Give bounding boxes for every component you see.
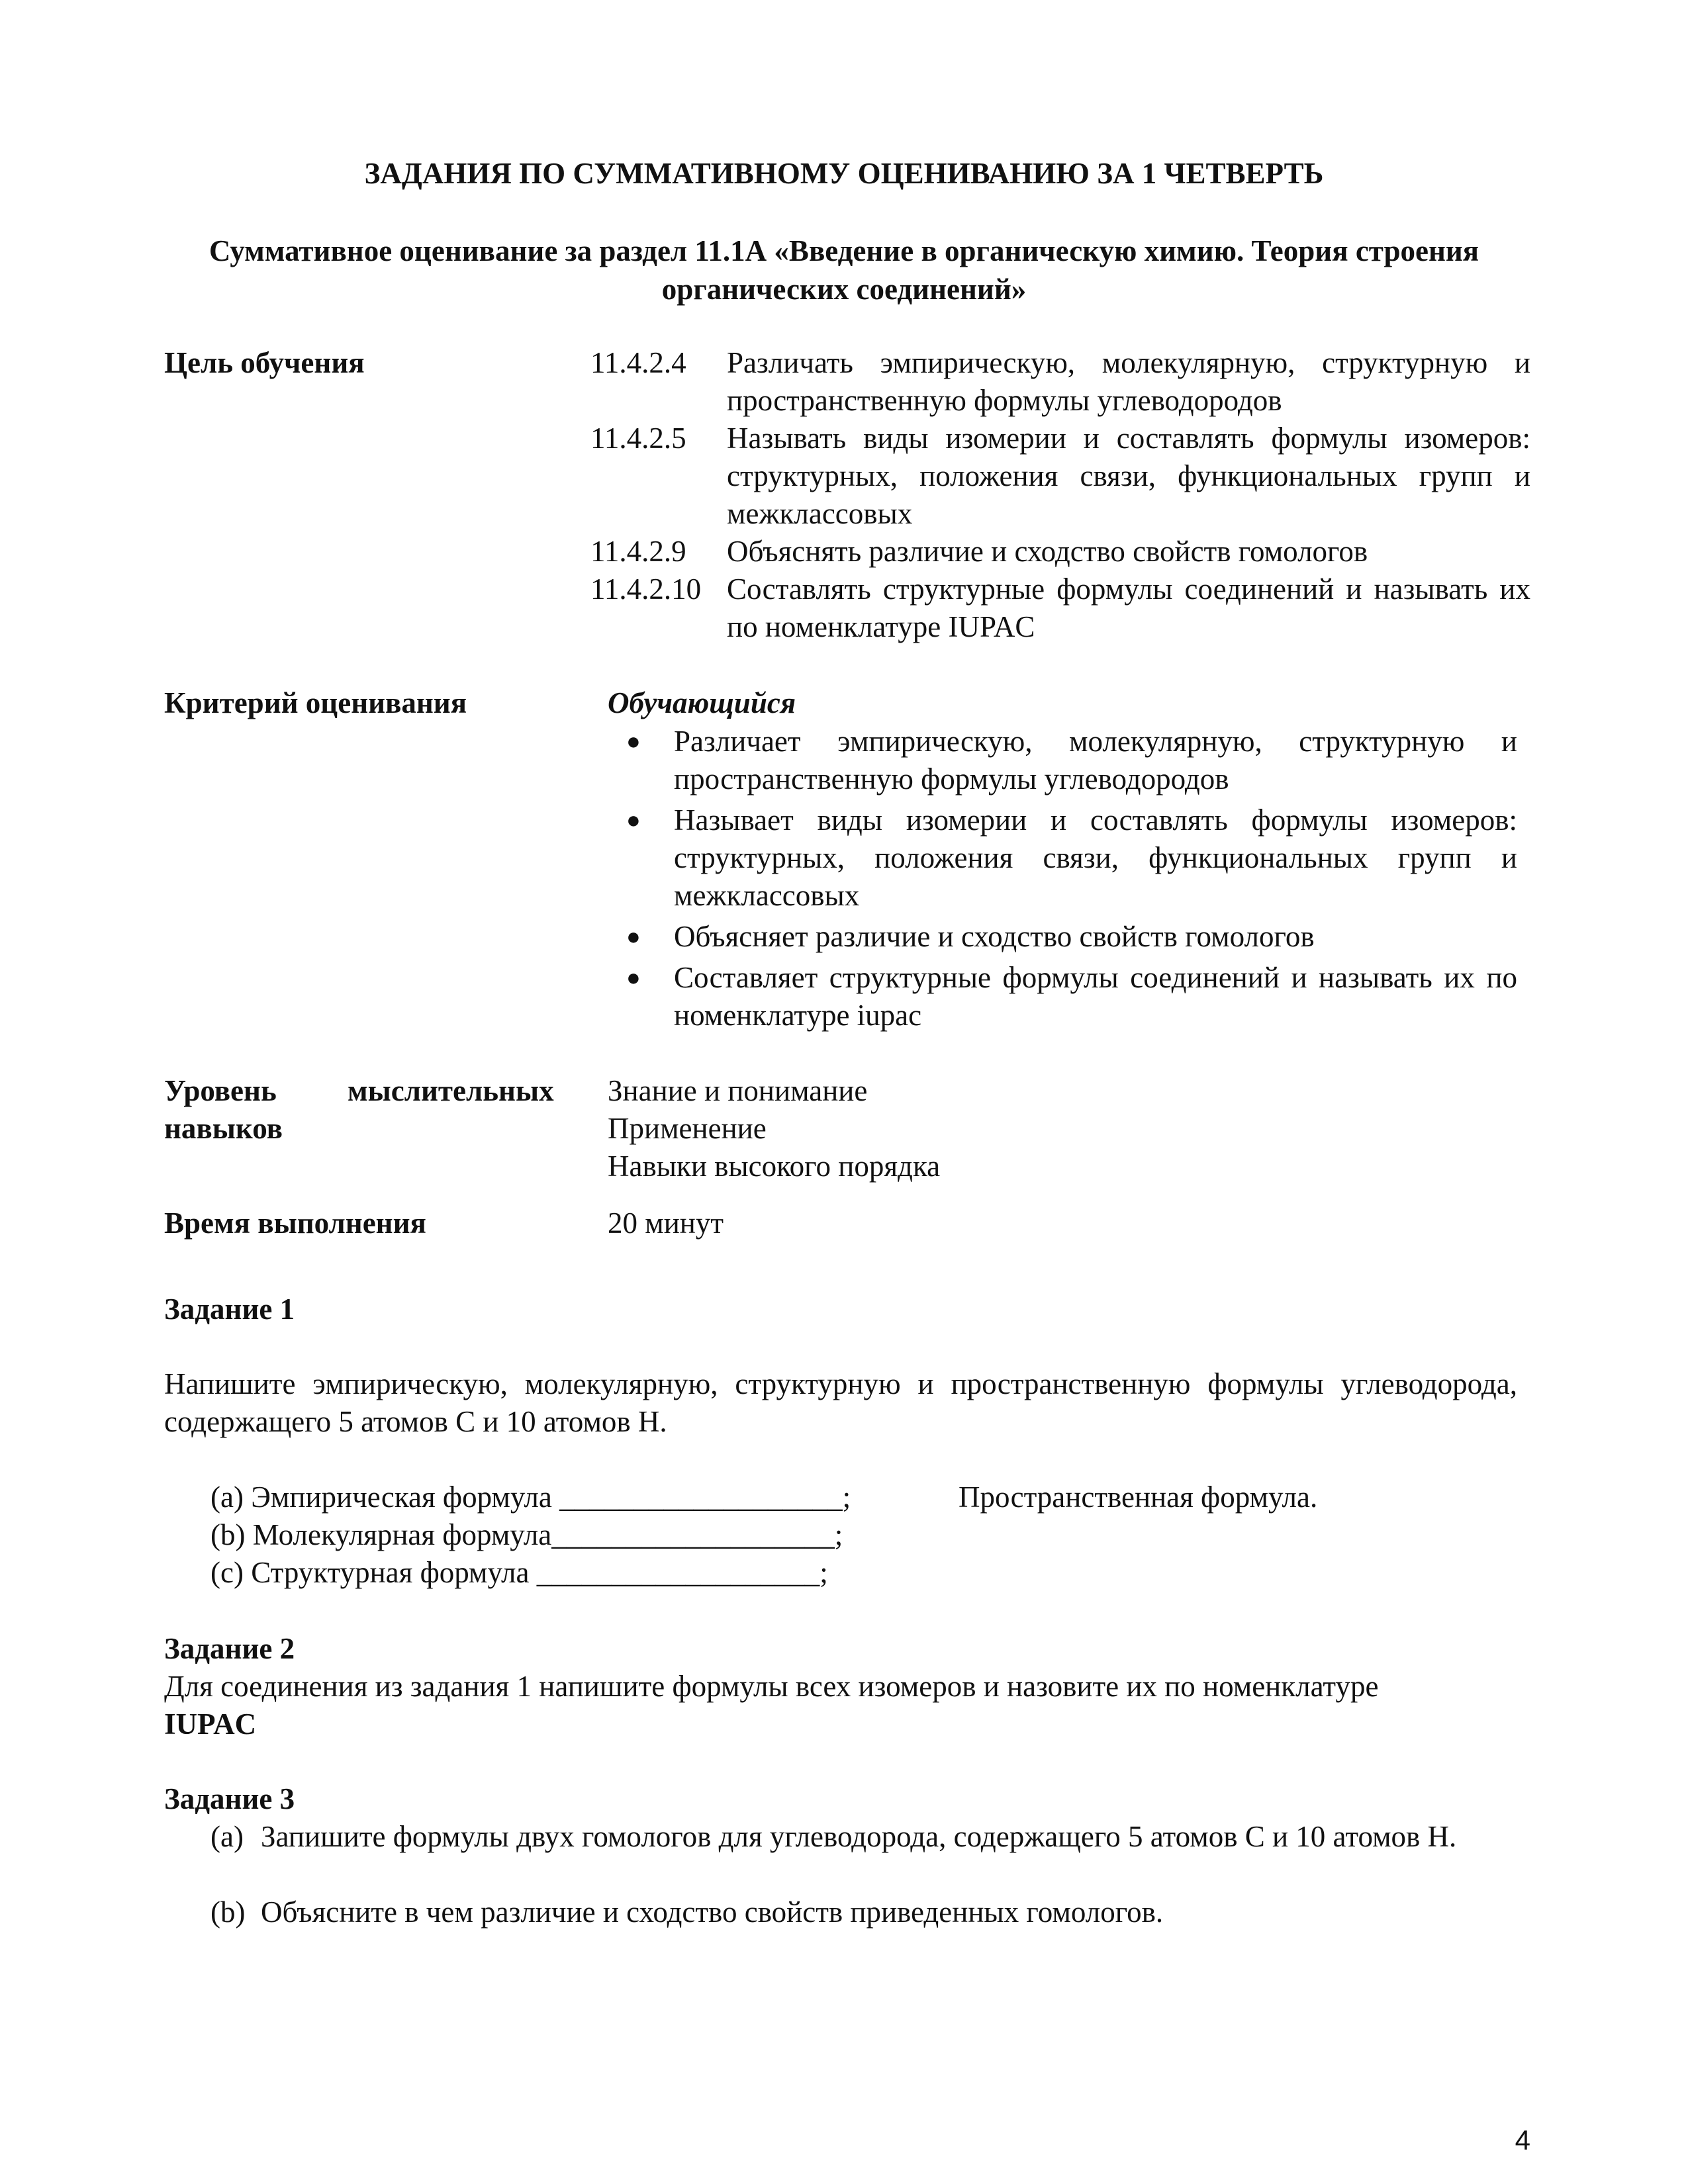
objective-row [590, 570, 1530, 646]
task1-text: Напишите эмпирическую, молекулярную, структурную и пространственную формулы углеводорода, содержащего 5 атомов С и 10 атомов Н. [164, 1367, 1517, 1438]
task1-item: (a) Эмпирическая формула ___________________; [211, 1480, 851, 1514]
skill-item: Применение [608, 1112, 767, 1145]
criteria-label: Критерий оценивания [164, 686, 467, 719]
bullet-icon: ● [626, 807, 641, 833]
objective-text: Составлять структурные формулы соединений и называть их по номенклатуре IUPAC [727, 572, 1530, 643]
objective-text: Называть виды изомерии и составлять формулы изомеров: структурных, положения связи, функциональных групп и межклассовых [727, 422, 1530, 530]
criteria-lead: Обучающийся [608, 686, 796, 719]
task3-item-text: Объясните в чем различие и сходство свойств приведенных гомологов. [261, 1895, 1164, 1929]
criteria-item: ● Составляет структурные формулы соединений и называть их по номенклатуре iupac [616, 959, 1517, 1034]
skill-item: Знание и понимание [608, 1074, 868, 1107]
page-title: ЗАДАНИЯ ПО СУММАТИВНОМУ ОЦЕНИВАНИЮ ЗА 1 ЧЕТВЕРТЬ [364, 157, 1324, 190]
task3-item-text: Запишите формулы двух гомологов для углеводорода, содержащего 5 атомов С и 10 атомов Н. [261, 1820, 1457, 1853]
objective-text: Различать эмпирическую, молекулярную, структурную и пространственную формулы углеводородов [727, 346, 1530, 417]
task1-list [211, 1479, 851, 1592]
skills-label-line2: навыков [164, 1112, 283, 1145]
skills-label-word1: Уровень [164, 1074, 277, 1107]
time-label: Время выполнения [164, 1206, 426, 1240]
bullet-icon: ● [626, 728, 641, 754]
skills-label-word2: мыслительных [348, 1074, 554, 1107]
criteria-item: ● Различает эмпирическую, молекулярную, структурную и пространственную формулы углеводородов [616, 723, 1517, 798]
bullet-icon: ● [626, 923, 641, 950]
skill-item: Навыки высокого порядка [608, 1150, 941, 1183]
objectives-label: Цель обучения [164, 346, 365, 379]
objective-code: 11.4.2.5 [590, 422, 686, 455]
criteria-item: ● Объясняет различие и сходство свойств гомологов [616, 918, 1517, 956]
task1-heading: Задание 1 [164, 1293, 295, 1326]
objective-row [590, 420, 1530, 533]
criteria-list [616, 723, 1517, 1038]
section-subtitle: Суммативное оценивание за раздел 11.1А «Введение в органическую химию. Теория строения органических соединений» [209, 234, 1479, 306]
objective-row [590, 533, 1530, 570]
task2-heading: Задание 2 [164, 1632, 295, 1665]
time-value: 20 минут [608, 1206, 724, 1240]
objective-text: Объяснять различие и сходство свойств гомологов [727, 535, 1368, 568]
task1-item: (c) Структурная формула ___________________; [211, 1556, 828, 1589]
task2-text-bold: IUPAC [164, 1707, 257, 1741]
objective-row [590, 344, 1530, 420]
task1-spatial-formula: Пространственная формула. [959, 1480, 1318, 1514]
objective-code: 11.4.2.10 [590, 572, 702, 606]
task3-marker: (b) [211, 1895, 246, 1929]
page-number: 4 [1515, 2124, 1530, 2156]
task3-heading: Задание 3 [164, 1782, 295, 1815]
task3-marker: (a) [211, 1820, 244, 1853]
task1-item: (b) Молекулярная формула___________________; [211, 1518, 843, 1551]
objective-code: 11.4.2.4 [590, 346, 686, 379]
criteria-item: ● Называет виды изомерии и составлять формулы изомеров: структурных, положения связи, функциональных групп и межклассовых [616, 801, 1517, 915]
objective-code: 11.4.2.9 [590, 535, 686, 568]
bullet-icon: ● [626, 964, 641, 991]
task2-text: Для соединения из задания 1 напишите формулы всех изомеров и назовите их по номенклатуре [164, 1670, 1379, 1703]
